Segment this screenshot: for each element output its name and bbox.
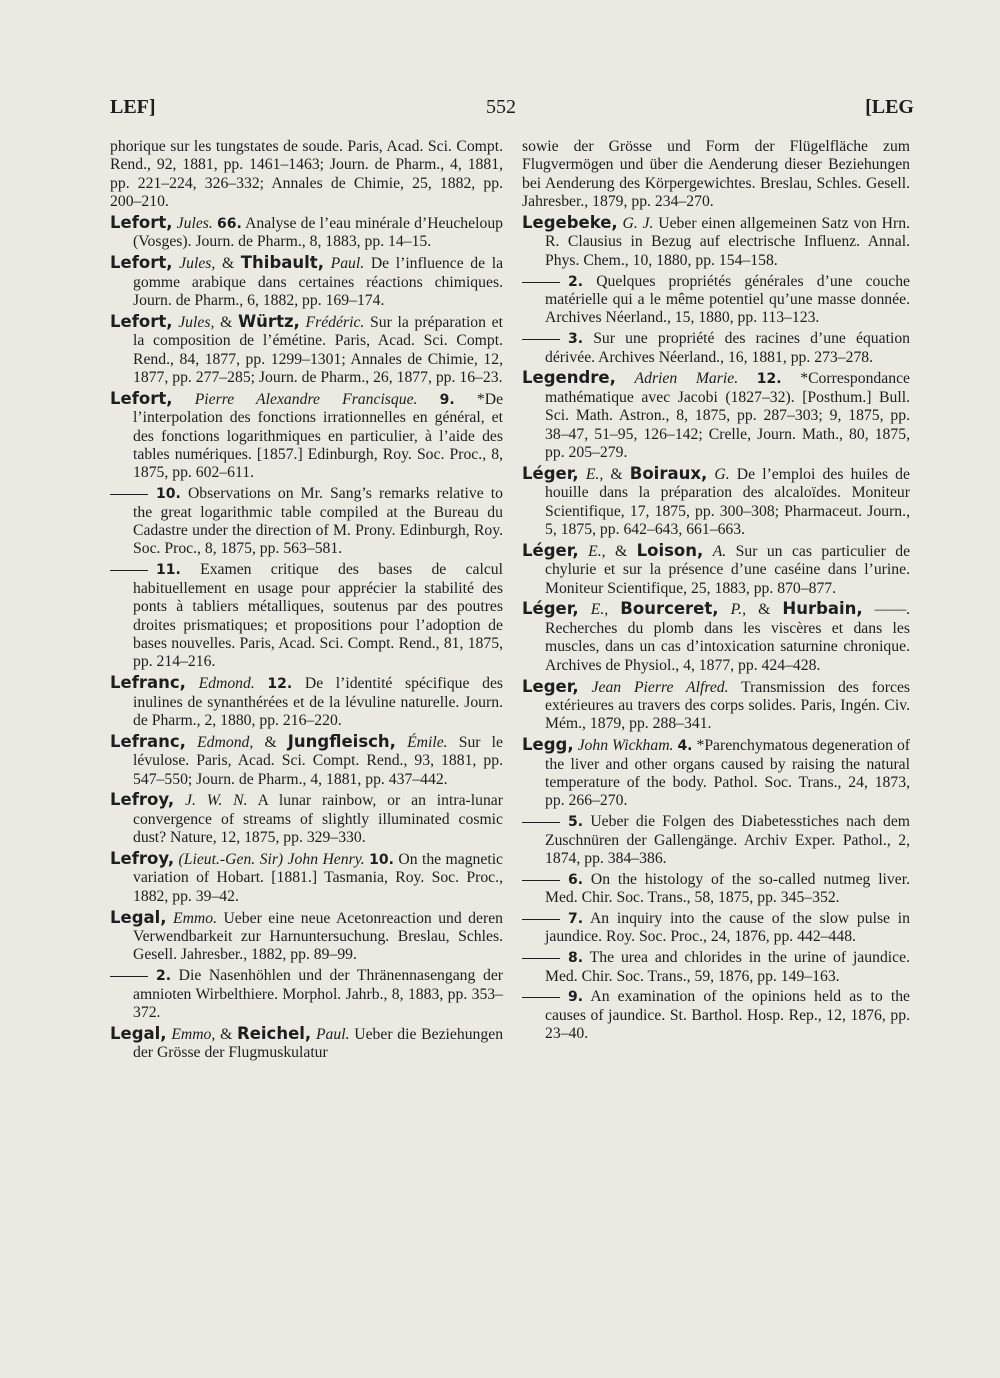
entry-text: Quelques propriétés générales d’une couche matérielle qui a le même potentiel qu’une masse donnée. Archives Néerland., 15, 1880, pp. 113–123.	[545, 272, 911, 327]
author-forename: J. W. N.	[184, 792, 248, 810]
author-surname: Lefranc,	[110, 731, 186, 751]
bibliography-entry	[522, 871, 910, 908]
entry-text: *De l’interpolation des fonctions irrationnelles en général, et des fonctions logarithmiques en particulier, à l’aide des tables numériques. [1857.] Edinburgh, Roy. Soc. Proc., 8, 1875, pp. 602–611.	[133, 390, 504, 482]
entry-number: 12.	[267, 676, 293, 693]
entry-number: 8.	[568, 950, 584, 967]
bibliography-entry	[110, 390, 503, 483]
bibliography-entry	[522, 465, 910, 540]
entry-text: De l’identité spécifique des inulines de synanthérées et de la lévuline naturelle. Journ. de Pharm., 2, 1880, pp. 216–220.	[133, 675, 504, 729]
bibliography-entry	[522, 542, 910, 598]
author-forename: Jules,	[179, 255, 216, 273]
bibliography-entry	[110, 561, 503, 671]
entry-text: An examination of the opinions held as to the causes of jaundice. St. Barthol. Hosp. Rep., 12, 1876, pp. 23–40.	[545, 988, 910, 1043]
author-surname: Léger,	[522, 599, 579, 619]
coauthor-forename: Paul.	[330, 255, 365, 273]
coauthor-surname: Boiraux,	[629, 463, 708, 483]
entry-text: ——. Recherches du plomb dans les viscères et dans les muscles, dans un cas d’intoxication saturnine chronique. Archives de Physiol., 4, 1877, pp. 424–428.	[545, 601, 911, 674]
bibliography-entry	[110, 214, 503, 252]
entry-number: 9.	[439, 391, 455, 408]
author-surname: Legal,	[110, 907, 167, 927]
coauthor-surname: Hurbain,	[782, 599, 863, 619]
bibliography-entry	[110, 313, 503, 388]
author-forename: E.,	[588, 542, 606, 560]
coauthor-forename: Émile.	[407, 733, 448, 751]
ampersand: &	[221, 255, 235, 273]
author-surname: Lefranc,	[110, 673, 186, 693]
entry-text: De l’influence de la gomme arabique dans certaines réactions chimiques. Journ. de Pharm., 6, 1882, pp. 169–174.	[133, 255, 504, 310]
author-forename: Jean Pierre Alfred.	[591, 678, 729, 696]
author-forename: Jules,	[178, 313, 215, 331]
author-surname: Legal,	[110, 1023, 167, 1043]
coauthor-surname: Bourceret,	[620, 599, 719, 619]
author-surname: Lefort,	[110, 213, 173, 233]
bibliography-entry	[522, 600, 910, 675]
entry-number: 66.	[216, 216, 242, 233]
entry-text: Analyse de l’eau minérale d’Heucheloup (Vosges). Journ. de Pharm., 8, 1883, pp. 14–15.	[133, 215, 504, 251]
entry-text: Sur une propriété des racines d’une équation dérivée. Archives Néerland., 16, 1881, pp. 273–278.	[545, 330, 911, 366]
entry-text: Die Nasenhöhlen und der Thränennasengang der amnioten Wirbelthiere. Morphol. Jahrb., 8, 1883, pp. 353–372.	[133, 967, 504, 1021]
bibliography-entry	[110, 1025, 503, 1063]
author-forename: E.,	[585, 465, 604, 483]
ditto-dash	[522, 880, 560, 881]
ampersand: &	[610, 465, 623, 483]
entry-text: Sur un cas particulier de chylurie et sur la présence d’une caséine dans l’urine. Moniteur Scientifique, 25, 1883, pp. 870–877.	[545, 542, 911, 597]
entry-text: Examen critique des bases de calcul habituellement en usage pour apprécier la stabilité des ponts à tabliers métalliques, soutenus par des poutres droites prismatiques; et propositions pour l’adoption de bases nouvelles. Paris, Acad. Sci. Compt. Rend., 81, 1875, pp. 214–216.	[133, 561, 503, 671]
ditto-dash	[110, 976, 148, 977]
ampersand: &	[220, 313, 233, 331]
ditto-dash	[522, 282, 560, 283]
bibliography-entry	[522, 214, 910, 270]
bibliography-entry	[110, 138, 503, 212]
entry-text: De l’emploi des huiles de houille dans la préparation des alcaloïdes. Moniteur Scientifique, 17, 1875, pp. 300–308; Pharmaceut. Journ., 5, 1875, pp. 642–643, 661–663.	[545, 465, 910, 539]
bibliography-entry	[110, 791, 503, 847]
coauthor-forename: G.	[714, 465, 730, 483]
bibliography-entry	[522, 910, 910, 947]
bibliography-entry	[522, 138, 910, 212]
bibliography-entry	[522, 330, 910, 367]
bibliography-entry	[110, 254, 503, 310]
author-forename: Adrien Marie.	[634, 370, 739, 388]
left-column	[110, 138, 503, 1065]
author-surname: Lefort,	[110, 311, 173, 331]
bibliography-entry	[522, 813, 910, 868]
ditto-dash	[522, 997, 560, 998]
author-surname: Legebeke,	[522, 213, 618, 233]
author-forename: Jules.	[176, 215, 213, 233]
coauthor-forename: Frédéric.	[305, 313, 365, 331]
bibliography-entry	[522, 273, 910, 328]
entry-number: 7.	[568, 910, 584, 927]
bibliography-entry	[110, 967, 503, 1022]
entry-number: 12.	[756, 371, 782, 388]
coauthor-surname: Loison,	[636, 540, 704, 560]
author-forename: Pierre Alexandre Francisque.	[194, 390, 418, 408]
right-column	[522, 138, 910, 1046]
entry-text: phorique sur les tungstates de soude. Paris, Acad. Sci. Compt. Rend., 92, 1881, pp. 1461–1463; Journ. de Pharm., 4, 1881, pp. 221–224, 326–332; Annales de Chimie, 25, 1882, pp. 200–210.	[110, 138, 503, 211]
ampersand: &	[614, 542, 628, 560]
entry-text: A lunar rainbow, or an intra-lunar convergence of streams of slightly illuminated cosmic dust? Nature, 12, 1875, pp. 329–330.	[133, 792, 503, 847]
bibliography-entry	[522, 736, 910, 811]
author-forename: G. J.	[622, 215, 654, 233]
entry-text: Ueber die Beziehungen der Grösse der Flugmuskulatur	[133, 1025, 504, 1062]
entry-text: Ueber die Folgen des Diabetesstiches nach dem Zuschnüren der Gallengänge. Archiv Exper. Pathol., 2, 1874, pp. 384–386.	[545, 813, 910, 867]
entry-number: 2.	[156, 968, 172, 985]
entry-text: On the magnetic variation of Hobart. [1881.] Tasmania, Roy. Soc. Proc., 1882, pp. 39–42.	[133, 850, 504, 905]
bibliography-entry	[522, 988, 910, 1043]
entry-number: 4.	[677, 738, 693, 755]
bibliography-entry	[110, 850, 503, 906]
coauthor-forename: Paul.	[315, 1025, 350, 1043]
entry-text: Sur le lévulose. Paris, Acad. Sci. Compt. Rend., 93, 1881, pp. 547–550; Journ. de Pharm., 4, 1881, pp. 437–442.	[133, 733, 503, 788]
entry-text: Sur la préparation et la composition de l’émétine. Paris, Acad. Sci. Compt. Rend., 84, 1877, pp. 1299–1301; Annales de Chimie, 12, 1877, pp. 277–285; Journ. de Pharm., 26, 1877, pp. 16–23.	[133, 313, 504, 387]
entry-text: sowie der Grösse und Form der Flügelfläche zum Flugvermögen und über die Aenderung dieser Beziehungen bei Aenderung des Körpergewichtes. Breslau, Schles. Gesell. Jahresber., 1879, pp. 234–270.	[522, 138, 910, 211]
coauthor-surname: Thibault,	[240, 253, 324, 273]
ditto-dash	[110, 570, 148, 571]
author-forename: Edmond,	[197, 733, 254, 751]
coauthor-forename: A.	[712, 542, 727, 560]
entry-number: 10.	[156, 486, 181, 503]
entry-text: The urea and chlorides in the urine of jaundice. Med. Chir. Soc. Trans., 59, 1876, pp. 149–163.	[545, 949, 911, 985]
author-surname: Lefort,	[110, 253, 173, 273]
bibliography-entry	[110, 674, 503, 730]
entry-text: Observations on Mr. Sang’s remarks relative to the great logarithmic table compiled at the Bureau du Cadastre under the direction of M. Prony. Edinburgh, Roy. Soc. Proc., 8, 1875, pp. 563–581.	[133, 485, 504, 558]
author-surname: Lefroy,	[110, 790, 175, 810]
author-forename: (Lieut.-Gen. Sir) John Henry.	[178, 850, 365, 868]
entry-text: Transmission des forces extérieures au travers des corps solides. Paris, Ingén. Civ. Mém., 1879, pp. 288–341.	[545, 678, 911, 733]
entry-text: Ueber einen allgemeinen Satz von Hrn. R. Clausius in Bezug auf electrische Influenz. Annal. Phys. Chem., 10, 1880, pp. 154–158.	[545, 215, 911, 269]
entry-text: An inquiry into the cause of the slow pulse in jaundice. Roy. Soc. Proc., 24, 1876, pp. 442–448.	[545, 909, 910, 946]
entry-number: 6.	[568, 871, 584, 888]
coauthor-forename: P.,	[730, 601, 747, 619]
coauthor-surname: Jungfleisch,	[287, 731, 396, 751]
entry-number: 11.	[156, 562, 181, 579]
entry-text: On the histology of the so-called nutmeg liver. Med. Chir. Soc. Trans., 58, 1875, pp. 345–352.	[545, 870, 910, 907]
coauthor-surname: Würtz,	[237, 311, 300, 331]
entry-number: 10.	[369, 851, 394, 868]
ditto-dash	[522, 822, 560, 823]
author-surname: Lefort,	[110, 388, 173, 408]
author-surname: Lefroy,	[110, 848, 175, 868]
ditto-dash	[522, 339, 560, 340]
entry-text: *Correspondance mathématique avec Jacobi (1827–32). [Posthum.] Bull. Sci. Math. Astron., 8, 1875, pp. 287–303; 9, 1875, pp. 38–47, 51–95, 126–142; Crelle, Journ. Math., 80, 1875, pp. 205–279.	[545, 370, 910, 462]
ditto-dash	[522, 919, 560, 920]
author-forename: Edmond.	[198, 675, 255, 693]
ditto-dash	[110, 494, 148, 495]
ditto-dash	[522, 958, 560, 959]
running-head-left: LEF]	[110, 96, 156, 118]
author-forename: E.,	[590, 601, 609, 619]
entry-number: 5.	[568, 814, 584, 831]
entry-text: *Parenchymatous degeneration of the liver and other organs caused by raising the natural temperature of the body. Pathol. Soc. Trans., 24, 1873, pp. 266–270.	[545, 737, 911, 810]
author-surname: Legg,	[522, 735, 574, 755]
author-forename: John Wickham.	[577, 737, 674, 755]
bibliography-entry	[110, 909, 503, 965]
entry-number: 9.	[568, 989, 584, 1006]
page-number: 552	[486, 96, 516, 118]
running-head-right: [LEG	[865, 96, 914, 118]
bibliography-entry	[522, 369, 910, 462]
entry-number: 3.	[568, 331, 584, 348]
entry-text: Ueber eine neue Acetonreaction und deren Verwendbarkeit zur Harnuntersuchung. Breslau, Schles. Gesell. Jahresber., 1882, pp. 89–99.	[133, 909, 504, 964]
author-surname: Leger,	[522, 676, 579, 696]
ampersand: &	[758, 601, 771, 619]
author-forename: Emmo,	[171, 1025, 216, 1043]
entry-number: 2.	[568, 273, 584, 290]
bibliography-entry	[110, 733, 503, 789]
bibliography-entry	[522, 949, 910, 986]
author-surname: Léger,	[522, 540, 579, 560]
bibliography-entry	[110, 485, 503, 559]
author-surname: Léger,	[522, 463, 579, 483]
author-surname: Legendre,	[522, 368, 616, 388]
bibliography-entry	[522, 678, 910, 734]
coauthor-surname: Reichel,	[237, 1023, 312, 1043]
ampersand: &	[264, 733, 277, 751]
ampersand: &	[220, 1025, 233, 1043]
author-forename: Emmo.	[173, 909, 218, 927]
